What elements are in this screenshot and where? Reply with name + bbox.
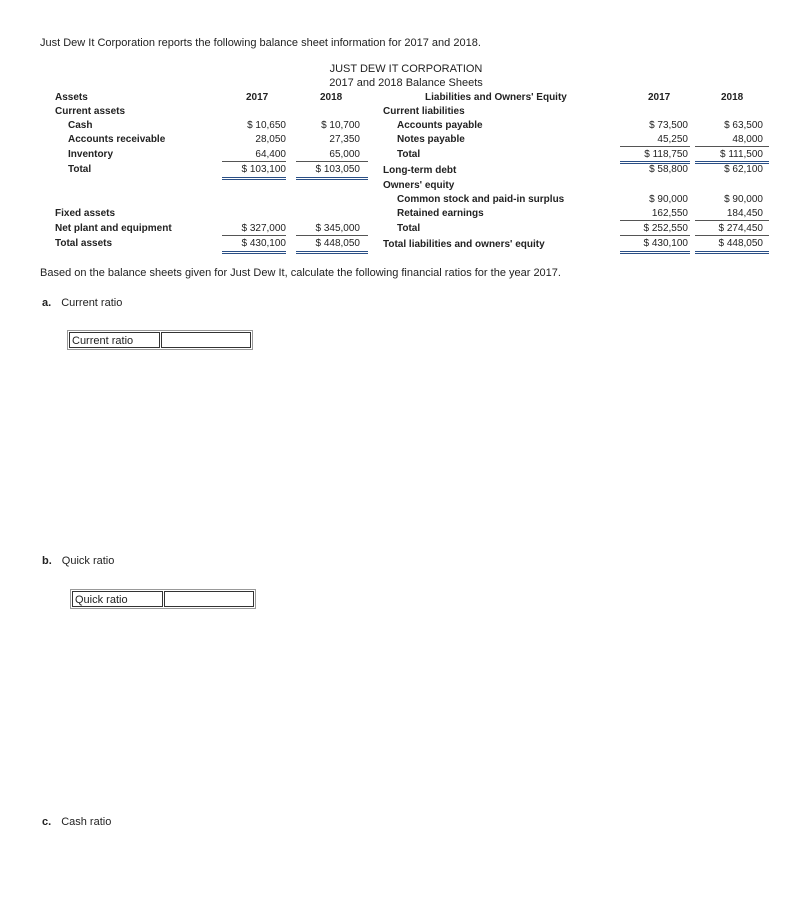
oe-total-2018: $ 274,450 [718, 223, 763, 234]
oe-total-2018-underline [695, 235, 769, 236]
total-le-2018: $ 448,050 [718, 238, 763, 249]
np-2018: 48,000 [732, 134, 763, 145]
cash-2017: $ 10,650 [247, 120, 286, 131]
oe-total-label: Total [397, 223, 421, 234]
total-assets-2018-rule [296, 251, 368, 254]
intro-text: Just Dew It Corporation reports the following balance sheet information for 2017 and 2018. [40, 37, 481, 49]
common-stock-2018: $ 90,000 [724, 194, 763, 205]
cl-total-label: Total [397, 149, 421, 160]
total-assets-2017-rule [222, 251, 286, 254]
ltd-2017: $ 58,800 [649, 164, 688, 175]
oe-total-2017: $ 252,550 [643, 223, 688, 234]
ar-2018: 27,350 [329, 134, 360, 145]
owners-equity-label: Owners' equity [383, 180, 455, 191]
ca-total-2017-rule [222, 177, 286, 180]
net-plant-label: Net plant and equipment [55, 223, 172, 234]
instruction-text: Based on the balance sheets given for Just Dew It, calculate the following financial ratios for the year 2017. [40, 267, 561, 279]
quick-ratio-box-label: Quick ratio [72, 591, 163, 607]
inventory-2018-underline [296, 161, 368, 162]
inventory-label: Inventory [68, 149, 114, 160]
assets-2018-header: 2018 [320, 92, 343, 103]
ca-total-2018-rule [296, 177, 368, 180]
np-2017-underline [620, 146, 690, 147]
liabilities-header: Liabilities and Owners' Equity [425, 92, 567, 103]
question-b-title: Quick ratio [61, 555, 115, 567]
total-le-label: Total liabilities and owners' equity [383, 239, 545, 250]
common-stock-2017: $ 90,000 [649, 194, 688, 205]
question-c-title: Cash ratio [61, 816, 112, 828]
ltd-label: Long-term debt [383, 165, 457, 176]
net-plant-2018-underline [296, 235, 368, 236]
assets-2017-header: 2017 [246, 92, 269, 103]
total-le-2017: $ 430,100 [643, 238, 688, 249]
cl-total-2018: $ 111,500 [719, 149, 763, 160]
current-assets-label: Current assets [55, 106, 126, 117]
retained-2018-underline [695, 220, 769, 221]
question-b-letter: b. [42, 555, 52, 567]
assets-header: Assets [55, 92, 88, 103]
current-ratio-box-label: Current ratio [69, 332, 160, 348]
retained-earnings-label: Retained earnings [397, 208, 484, 219]
inventory-2018: 65,000 [329, 149, 360, 160]
question-b [42, 555, 114, 567]
liab-2017-header: 2017 [648, 92, 671, 103]
cash-2018: $ 10,700 [321, 120, 360, 131]
inventory-2017: 64,400 [255, 149, 286, 160]
ca-total-label: Total [68, 164, 92, 175]
current-ratio-input[interactable] [161, 332, 251, 348]
total-assets-2017: $ 430,100 [241, 238, 286, 249]
fixed-assets-label: Fixed assets [55, 208, 116, 219]
quick-ratio-input[interactable] [164, 591, 254, 607]
total-le-2017-rule [620, 251, 690, 254]
ap-label: Accounts payable [397, 120, 483, 131]
cash-label: Cash [68, 120, 93, 131]
total-assets-2018: $ 448,050 [315, 238, 360, 249]
ap-2017: $ 73,500 [649, 120, 688, 131]
ar-2017: 28,050 [255, 134, 286, 145]
ca-total-2018: $ 103,050 [315, 164, 360, 175]
retained-earnings-2017: 162,550 [651, 208, 688, 219]
sheet-subtitle: 2017 and 2018 Balance Sheets [329, 77, 483, 89]
retained-earnings-2018: 184,450 [726, 208, 763, 219]
ltd-2018: $ 62,100 [724, 164, 763, 175]
retained-2017-underline [620, 220, 690, 221]
question-a-title: Current ratio [61, 297, 123, 309]
np-2018-underline [695, 146, 769, 147]
total-le-2018-rule [695, 251, 769, 254]
oe-total-2017-underline [620, 235, 690, 236]
question-a [42, 297, 122, 309]
net-plant-2018: $ 345,000 [315, 223, 360, 234]
net-plant-2017-underline [222, 235, 286, 236]
quick-ratio-answer-box [70, 589, 256, 609]
question-c-letter: c. [42, 816, 52, 828]
cl-total-2017: $ 118,750 [644, 149, 688, 160]
common-stock-label: Common stock and paid-in surplus [397, 194, 565, 205]
net-plant-2017: $ 327,000 [241, 223, 286, 234]
np-label: Notes payable [397, 134, 465, 145]
np-2017: 45,250 [657, 134, 688, 145]
current-ratio-answer-box [67, 330, 253, 350]
inventory-2017-underline [222, 161, 286, 162]
question-a-letter: a. [42, 297, 52, 309]
ap-2018: $ 63,500 [724, 120, 763, 131]
question-c [42, 816, 111, 828]
ca-total-2017: $ 103,100 [241, 164, 286, 175]
ar-label: Accounts receivable [68, 134, 166, 145]
current-liabilities-label: Current liabilities [383, 106, 465, 117]
company-name: JUST DEW IT CORPORATION [329, 63, 483, 75]
liab-2018-header: 2018 [721, 92, 744, 103]
total-assets-label: Total assets [55, 238, 113, 249]
